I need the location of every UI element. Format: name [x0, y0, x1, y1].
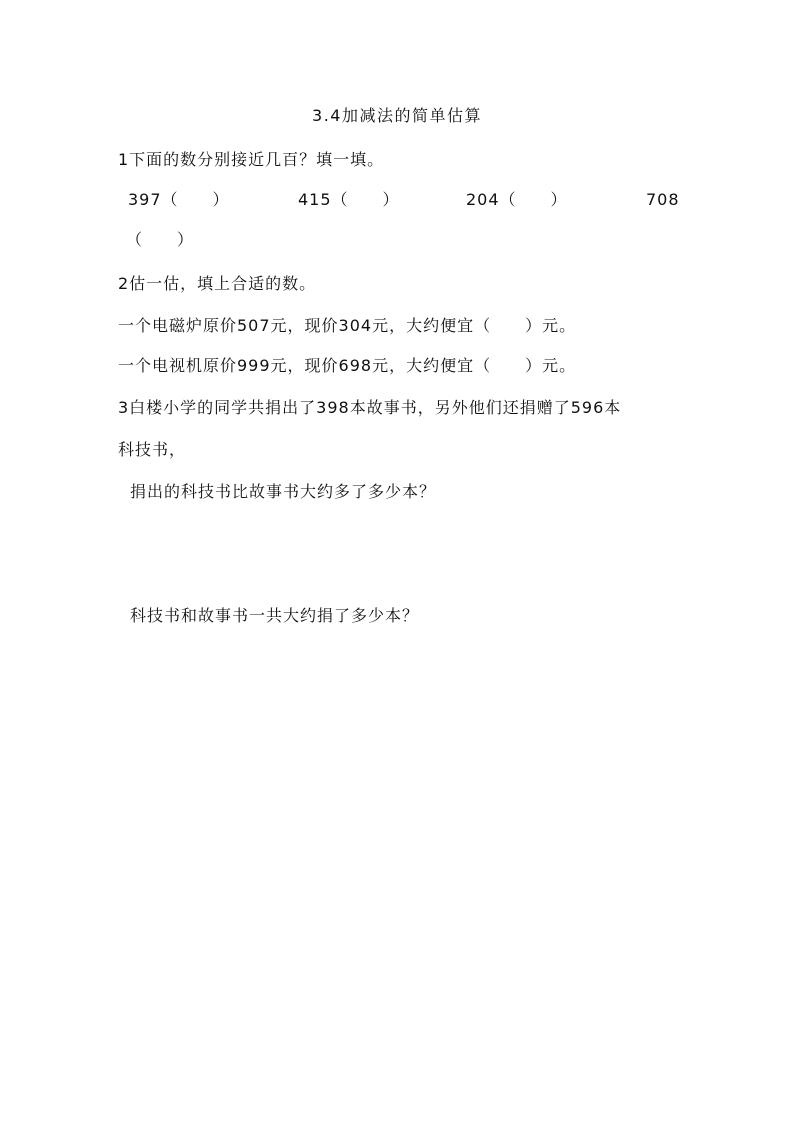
question-2-prompt: 2估一估，填上合适的数。: [118, 274, 317, 293]
q2-line-television: 一个电视机原价999元，现价698元，大约便宜（ ）元。: [118, 356, 577, 375]
question-3-prompt-continued: 科技书，: [118, 440, 187, 459]
question-3-prompt: 3白楼小学的同学共捐出了398本故事书，另外他们还捐赠了596本: [118, 398, 622, 417]
q1-item-204: 204（ ）: [466, 190, 568, 209]
q1-item-708: 708: [646, 190, 680, 209]
q1-item-397: 397（ ）: [128, 190, 230, 209]
question-1-prompt: 1下面的数分别接近几百？填一填。: [118, 150, 385, 169]
q1-item-708-blank: （ ）: [126, 230, 195, 249]
page-title: 3.4加减法的简单估算: [312, 106, 482, 125]
q3-sub-question-difference: 捐出的科技书比故事书大约多了多少本？: [130, 482, 437, 501]
q2-line-induction-cooker: 一个电磁炉原价507元，现价304元，大约便宜（ ）元。: [118, 316, 577, 335]
q1-item-415: 415（ ）: [298, 190, 400, 209]
q3-sub-question-total: 科技书和故事书一共大约捐了多少本？: [130, 606, 420, 625]
